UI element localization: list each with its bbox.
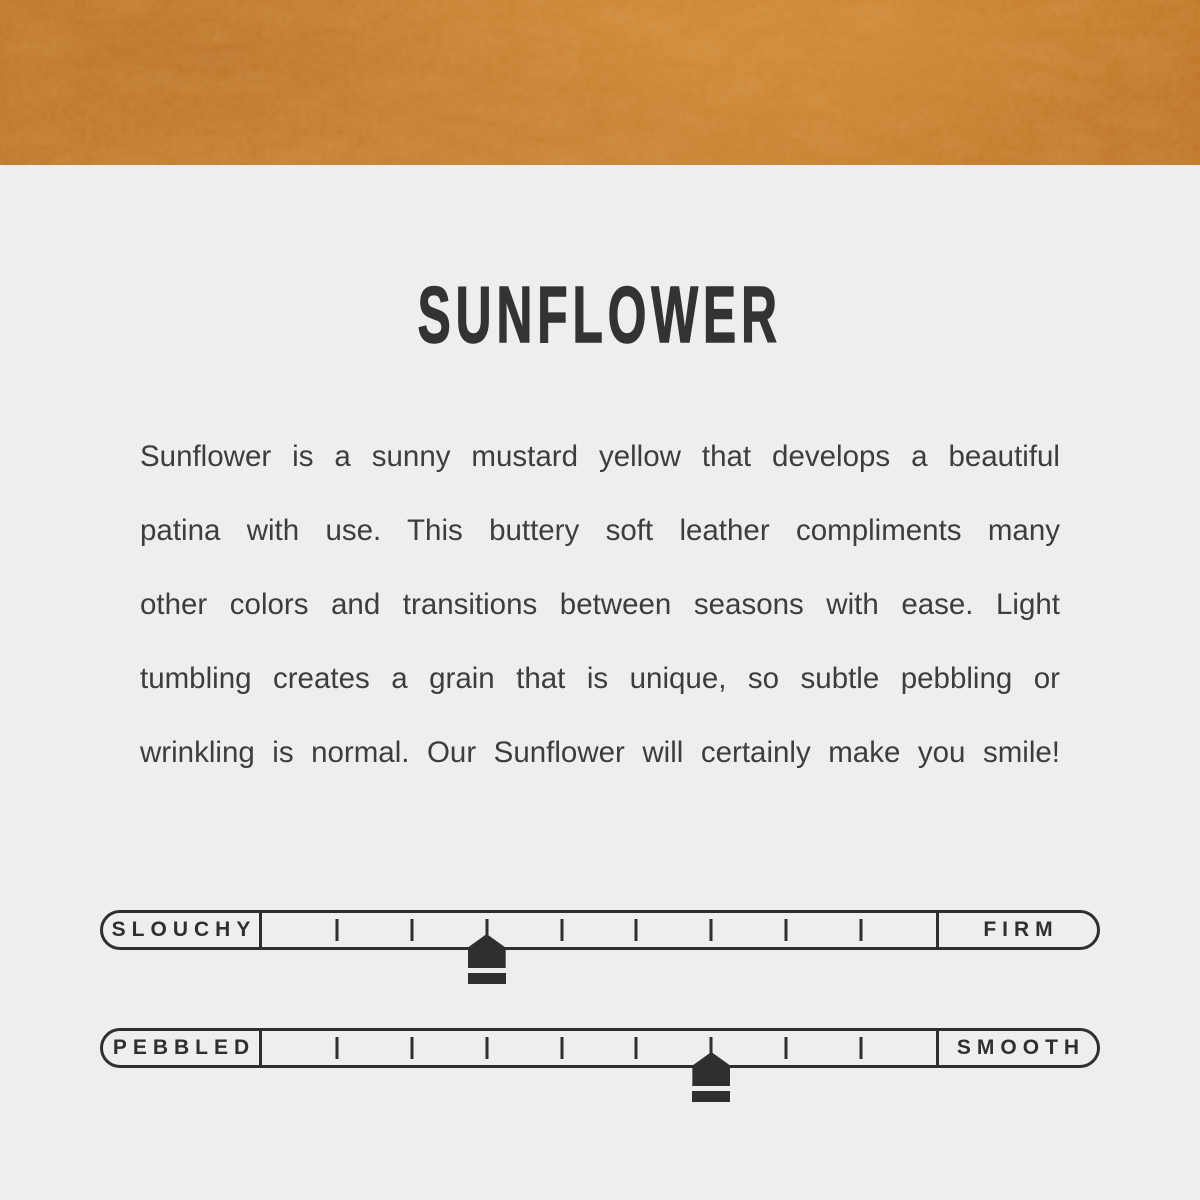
marker-pointer-icon [468, 934, 506, 968]
tick-mark [335, 1037, 338, 1059]
marker-base-icon [692, 1091, 730, 1102]
description-line: other colors and transitions between seasons with ease. Light [140, 588, 1060, 621]
slider-track [262, 1031, 939, 1065]
tick-mark [785, 1037, 788, 1059]
slider-slouchy-firm [100, 910, 1100, 950]
tick-mark [860, 919, 863, 941]
slider-right-label [939, 913, 1097, 947]
slider-left-label-text: SLOUCHY [111, 918, 257, 941]
slider-marker[interactable] [692, 1052, 730, 1102]
tick-mark [485, 1037, 488, 1059]
tick-mark [860, 1037, 863, 1059]
page-title-text: SUNFLOWER [417, 270, 783, 359]
description-paragraph [140, 420, 1060, 790]
marker-base-icon [468, 973, 506, 984]
description-line: wrinkling is normal. Our Sunflower will certainly make you smile! [140, 736, 1060, 769]
tick-mark [560, 1037, 563, 1059]
slider-pebbled-smooth [100, 1028, 1100, 1068]
description-line: Sunflower is a sunny mustard yellow that develops a beautiful [140, 440, 1060, 473]
slider-left-label [103, 913, 262, 947]
slider-marker[interactable] [468, 934, 506, 984]
slider-right-label-text: FIRM [983, 918, 1059, 941]
tick-mark [785, 919, 788, 941]
page-title [0, 270, 1200, 359]
description-line: tumbling creates a grain that is unique, so subtle pebbling or [140, 662, 1060, 695]
tick-mark [635, 1037, 638, 1059]
tick-mark [410, 919, 413, 941]
description-line: patina with use. This buttery soft leather compliments many [140, 514, 1060, 547]
leather-texture [0, 0, 1200, 165]
leather-swatch-image [0, 0, 1200, 165]
slider-track [262, 913, 939, 947]
tick-mark [560, 919, 563, 941]
slider-left-label-text: PEBBLED [112, 1036, 256, 1059]
tick-mark [335, 919, 338, 941]
tick-mark [635, 919, 638, 941]
tick-mark [410, 1037, 413, 1059]
slider-right-label [939, 1031, 1097, 1065]
tick-mark [710, 919, 713, 941]
slider-right-label-text: SMOOTH [956, 1036, 1086, 1059]
slider-left-label [103, 1031, 262, 1065]
marker-pointer-icon [692, 1052, 730, 1086]
